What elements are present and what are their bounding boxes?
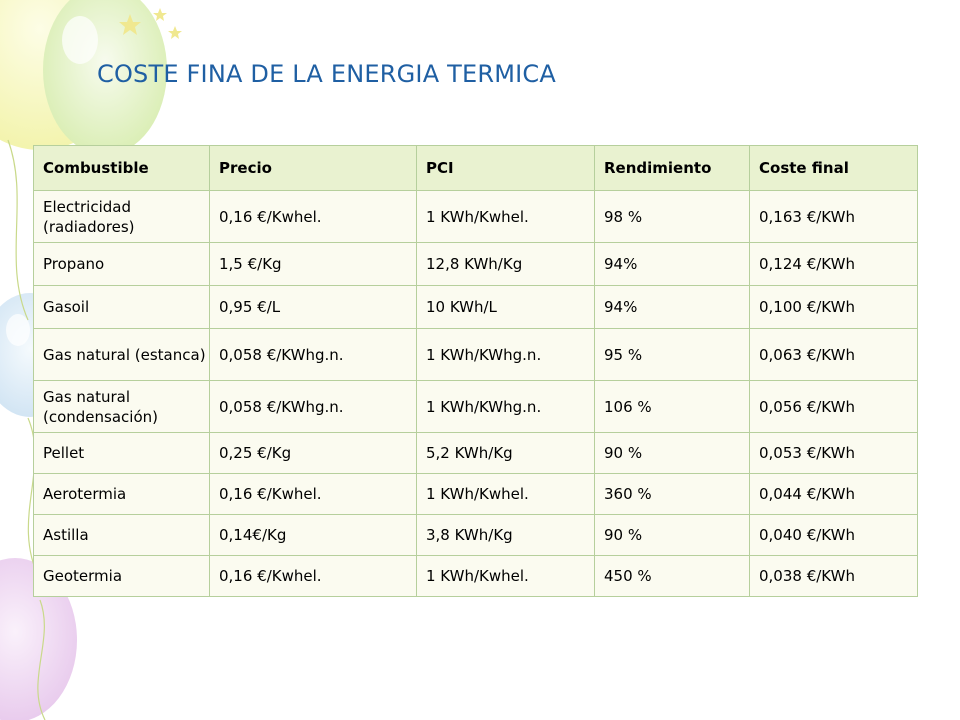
cell-precio: 0,14€/Kg bbox=[210, 515, 417, 556]
cell-rendimiento: 90 % bbox=[595, 515, 750, 556]
cell-coste-final: 0,056 €/KWh bbox=[750, 381, 918, 433]
cell-combustible: Gasoil bbox=[34, 286, 210, 329]
table-row bbox=[34, 474, 918, 515]
cell-precio: 0,058 €/KWhg.n. bbox=[210, 329, 417, 381]
cell-pci: 5,2 KWh/Kg bbox=[417, 433, 595, 474]
cell-pci: 3,8 KWh/Kg bbox=[417, 515, 595, 556]
cell-rendimiento: 360 % bbox=[595, 474, 750, 515]
header-coste-final: Coste final bbox=[750, 146, 918, 191]
table-row bbox=[34, 329, 918, 381]
cell-combustible: Electricidad (radiadores) bbox=[34, 191, 210, 243]
table-row bbox=[34, 381, 918, 433]
table-row bbox=[34, 433, 918, 474]
cell-coste-final: 0,063 €/KWh bbox=[750, 329, 918, 381]
cell-rendimiento: 94% bbox=[595, 243, 750, 286]
cell-combustible: Propano bbox=[34, 243, 210, 286]
cell-precio: 0,16 €/Kwhel. bbox=[210, 556, 417, 597]
table-row bbox=[34, 286, 918, 329]
cell-pci: 10 KWh/L bbox=[417, 286, 595, 329]
cell-pci: 1 KWh/Kwhel. bbox=[417, 474, 595, 515]
cell-precio: 0,95 €/L bbox=[210, 286, 417, 329]
cell-precio: 0,16 €/Kwhel. bbox=[210, 191, 417, 243]
header-precio: Precio bbox=[210, 146, 417, 191]
cell-rendimiento: 450 % bbox=[595, 556, 750, 597]
cell-coste-final: 0,163 €/KWh bbox=[750, 191, 918, 243]
cell-combustible: Gas natural (condensación) bbox=[34, 381, 210, 433]
cell-precio: 1,5 €/Kg bbox=[210, 243, 417, 286]
cell-pci: 1 KWh/Kwhel. bbox=[417, 191, 595, 243]
cell-precio: 0,16 €/Kwhel. bbox=[210, 474, 417, 515]
cell-rendimiento: 95 % bbox=[595, 329, 750, 381]
table-row bbox=[34, 243, 918, 286]
cell-combustible: Aerotermia bbox=[34, 474, 210, 515]
cell-rendimiento: 90 % bbox=[595, 433, 750, 474]
cell-coste-final: 0,100 €/KWh bbox=[750, 286, 918, 329]
table-row bbox=[34, 515, 918, 556]
cell-precio: 0,25 €/Kg bbox=[210, 433, 417, 474]
cell-coste-final: 0,044 €/KWh bbox=[750, 474, 918, 515]
page-title: COSTE FINA DE LA ENERGIA TERMICA bbox=[97, 60, 557, 88]
energy-cost-table bbox=[33, 145, 918, 597]
table-row bbox=[34, 556, 918, 597]
cell-combustible: Astilla bbox=[34, 515, 210, 556]
cell-rendimiento: 106 % bbox=[595, 381, 750, 433]
cell-pci: 1 KWh/Kwhel. bbox=[417, 556, 595, 597]
cell-pci: 1 KWh/KWhg.n. bbox=[417, 381, 595, 433]
table-row bbox=[34, 191, 918, 243]
cell-combustible: Geotermia bbox=[34, 556, 210, 597]
cell-precio: 0,058 €/KWhg.n. bbox=[210, 381, 417, 433]
cell-pci: 12,8 KWh/Kg bbox=[417, 243, 595, 286]
cell-coste-final: 0,040 €/KWh bbox=[750, 515, 918, 556]
cell-coste-final: 0,053 €/KWh bbox=[750, 433, 918, 474]
header-combustible: Combustible bbox=[34, 146, 210, 191]
cell-coste-final: 0,038 €/KWh bbox=[750, 556, 918, 597]
table-header-row bbox=[34, 146, 918, 191]
cell-pci: 1 KWh/KWhg.n. bbox=[417, 329, 595, 381]
cell-combustible: Pellet bbox=[34, 433, 210, 474]
header-rendimiento: Rendimiento bbox=[595, 146, 750, 191]
cell-rendimiento: 98 % bbox=[595, 191, 750, 243]
cell-coste-final: 0,124 €/KWh bbox=[750, 243, 918, 286]
header-pci: PCI bbox=[417, 146, 595, 191]
cell-rendimiento: 94% bbox=[595, 286, 750, 329]
cell-combustible: Gas natural (estanca) bbox=[34, 329, 210, 381]
